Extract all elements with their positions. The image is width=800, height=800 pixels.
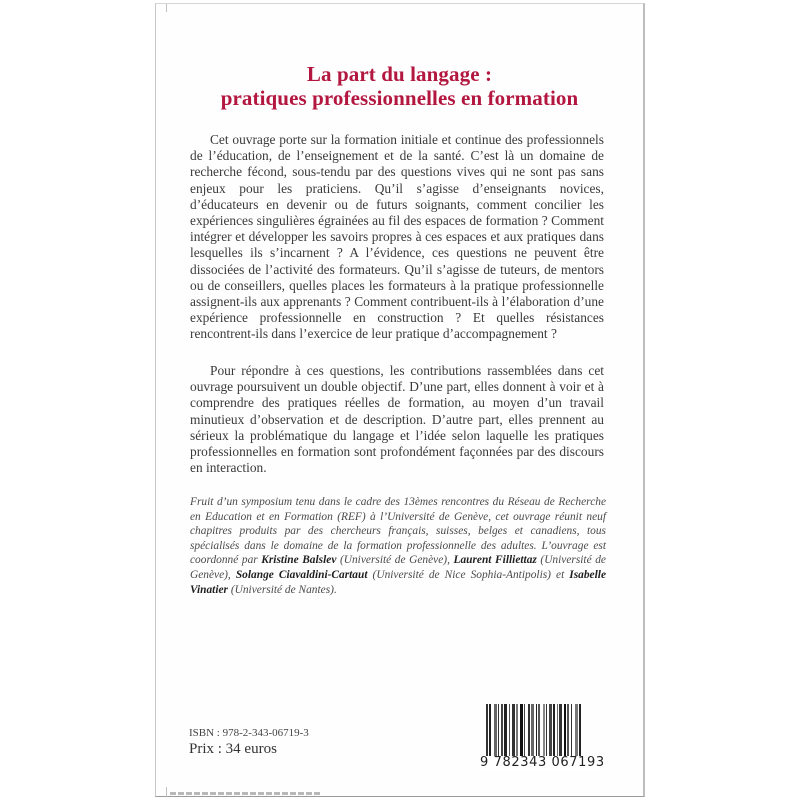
editor-name: Kristine Balslev — [261, 554, 337, 567]
price: Prix : 34 euros — [189, 741, 277, 757]
editor-name: Solange Ciavaldini-Cartaut — [235, 568, 368, 581]
editor-affiliation: (Université de Nantes). — [227, 583, 337, 596]
barcode-digits: 9 782343 067193 — [480, 755, 605, 770]
book-back-cover — [155, 3, 645, 797]
editor-name: Isabelle Vinatier — [190, 568, 606, 596]
book-title — [156, 62, 643, 110]
symposium-blurb — [190, 495, 606, 597]
editor-affiliation: (Université de Genève), — [336, 554, 454, 567]
editor-affiliation: (Université de Nice Sophia-Antipolis) et — [367, 568, 570, 581]
blurb-intro: Fruit d’un symposium tenu dans le cadre des 13èmes rencontres du Réseau de Recherche en Education et en Formation (REF) à l’Université de Genève, cet ouvrage réunit neuf chapitres produits par des chercheurs français, suisses, belges et canadiens, tous spécialisés dans le domaine de la formation professionnelle des adultes. L’ouvrage est coordonné par — [190, 496, 606, 567]
crop-mark — [166, 4, 167, 12]
crop-mark — [166, 787, 167, 797]
cut-off-text — [170, 792, 320, 795]
description-paragraph-1: Cet ouvrage porte sur la formation initiale et continue des professionnels de l’éducation, de l’enseignement et de la santé. C’est là un domaine de recherche fécond, sous-tendu par des questions vives qui ne sont pas sans enjeux pour les praticiens. Qu’il s’agisse d’enseignants novices, d’éducateurs en devenir ou de futurs soignants, comment concilier les expériences singulières égrainées au fil des espaces de formation ? Comment intégrer et développer les savoirs propres à ces espaces et aux pratiques dans lesquelles ils s’incarnent ? A l’évidence, ces questions ne peuvent être dissociées de l’activité des formateurs. Qu’il s’agisse de tuteurs, de mentors ou de conseillers, quelles places les formateurs à la pratique professionnelle assignent-ils aux apprenants ? Comment contribuent-ils à l’élaboration d’une expérience professionnelle en construction ? Et quelles résistances rencontrent-ils dans l’exercice de leur pratique d’accompagnement ? — [190, 132, 604, 342]
isbn: ISBN : 978-2-343-06719-3 — [189, 727, 309, 739]
editor-name: Laurent Filliettaz — [453, 554, 537, 567]
editor-affiliation: (Université de Genève), — [190, 554, 606, 581]
title-line-2: pratiques professionnelles en formation — [220, 86, 579, 110]
description-paragraph-2: Pour répondre à ces questions, les contributions rassemblées dans cet ouvrage poursuivent un double objectif. D’une part, elles donnent à voir et à comprendre des pratiques réelles de formation, au moyen d’un travail minutieux d’observation et de description. D’autre part, elles prennent au sérieux la problématique du langage et l’idée selon laquelle les pratiques professionnelles en formation sont profondément façonnées par des discours en interaction. — [190, 363, 604, 476]
barcode-bars-icon — [486, 704, 598, 758]
barcode — [480, 704, 605, 772]
title-line-1: La part du langage : — [306, 62, 493, 86]
